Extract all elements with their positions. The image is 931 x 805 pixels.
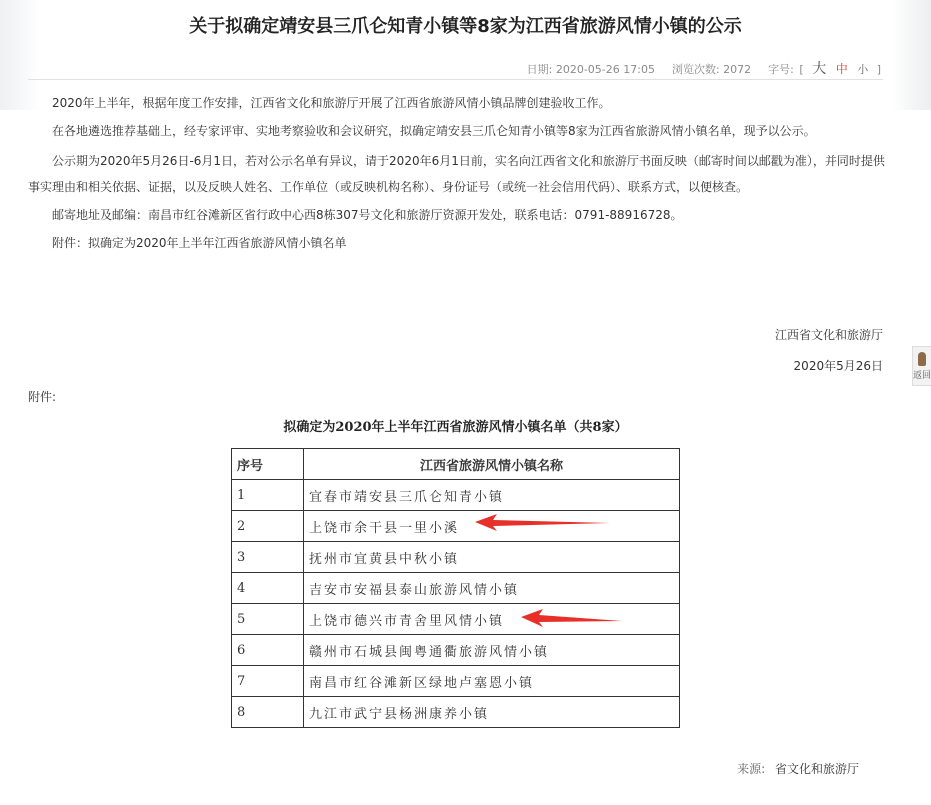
row-town-name: 九江市武宁县杨洲康养小镇 <box>304 697 680 728</box>
row-index: 6 <box>232 635 304 666</box>
row-index: 8 <box>232 697 304 728</box>
view-count: 2072 <box>723 63 752 76</box>
table-title: 拟确定为2020年上半年江西省旅游风情小镇名单（共8家） <box>283 420 628 435</box>
row-town-name: 上饶市余干县一里小溪 <box>304 511 680 542</box>
signature-date: 2020年5月26日 <box>793 359 883 373</box>
back-figure-icon <box>918 352 926 366</box>
table-row <box>232 480 680 511</box>
row-town-name: 抚州市宜黄县中秋小镇 <box>304 542 680 573</box>
row-index: 3 <box>232 542 304 573</box>
table-row <box>232 573 680 604</box>
header-town-name: 江西省旅游风情小镇名称 <box>304 449 680 480</box>
towns-table <box>231 448 680 728</box>
paragraph-intro: 2020年上半年，根据年度工作安排，江西省文化和旅游厅开展了江西省旅游风情小镇品牌创建验收工作。 <box>52 96 611 110</box>
row-index: 1 <box>232 480 304 511</box>
source-label: 来源: <box>737 762 766 776</box>
publish-date: 2020-05-26 17:05 <box>555 63 655 76</box>
row-index: 4 <box>232 573 304 604</box>
table-row <box>232 666 680 697</box>
table-row <box>232 604 680 635</box>
article-source <box>737 760 859 777</box>
views-label: 浏览次数: <box>671 63 720 76</box>
row-town-name: 吉安市安福县泰山旅游风情小镇 <box>304 573 680 604</box>
paragraph-attachment: 附件：拟确定为2020年上半年江西省旅游风情小镇名单 <box>52 236 347 250</box>
paragraph-notice-period: 公示期为2020年5月26日-6月1日，若对公示名单有异议，请于2020年6月1日前，实名向江西省文化和旅游厅书面反映（邮寄时间以邮戳为准），并同时提供事实理由和相关依据、证据，以及反映人姓名、工作单位（或反映机构名称）、身份证号（或统一社会信用代码）、联系方式，以便核查。 <box>28 154 885 194</box>
font-size-medium-button[interactable]: 中 <box>835 62 848 76</box>
font-size-small-button[interactable]: 小 <box>857 63 869 76</box>
back-to-top-tab[interactable] <box>912 346 931 386</box>
paragraph-address: 邮寄地址及邮编：南昌市红谷滩新区省行政中心西8栋307号文化和旅游厅资源开发处，联系电话：0791-88916728。 <box>52 208 683 222</box>
font-size-large-button[interactable]: 大 <box>812 61 827 77</box>
paragraph-selection: 在各地遴选推荐基础上，经专家评审、实地考察验收和会议研究，拟确定靖安县三爪仑知青小镇等8家为江西省旅游风情小镇名单，现予以公示。 <box>52 124 816 138</box>
date-label: 日期: <box>526 63 553 76</box>
font-size-label: 字号: <box>768 63 794 76</box>
row-index: 5 <box>232 604 304 635</box>
row-town-name: 南昌市红谷滩新区绿地卢塞恩小镇 <box>304 666 680 697</box>
row-town-name: 上饶市德兴市青舍里风情小镇 <box>304 604 680 635</box>
header-index: 序号 <box>232 449 304 480</box>
attachment-label: 附件: <box>28 390 57 404</box>
row-town-name: 宜春市靖安县三爪仑知青小镇 <box>304 480 680 511</box>
row-index: 7 <box>232 666 304 697</box>
table-row <box>232 542 680 573</box>
table-row <box>232 697 680 728</box>
source-value: 省文化和旅游厅 <box>774 762 859 776</box>
bracket-close: ] <box>876 63 881 76</box>
article-title: 关于拟确定靖安县三爪仑知青小镇等8家为江西省旅游风情小镇的公示 <box>189 16 742 37</box>
row-town-name: 赣州市石城县闽粤通衢旅游风情小镇 <box>304 635 680 666</box>
back-label: 返回 <box>913 371 931 381</box>
signature-org: 江西省文化和旅游厅 <box>774 328 883 342</box>
title-divider <box>28 79 883 80</box>
table-row <box>232 635 680 666</box>
table-header-row <box>232 449 680 480</box>
bracket-open: [ <box>799 63 804 76</box>
row-index: 2 <box>232 511 304 542</box>
article-meta <box>527 58 883 78</box>
table-row <box>232 511 680 542</box>
